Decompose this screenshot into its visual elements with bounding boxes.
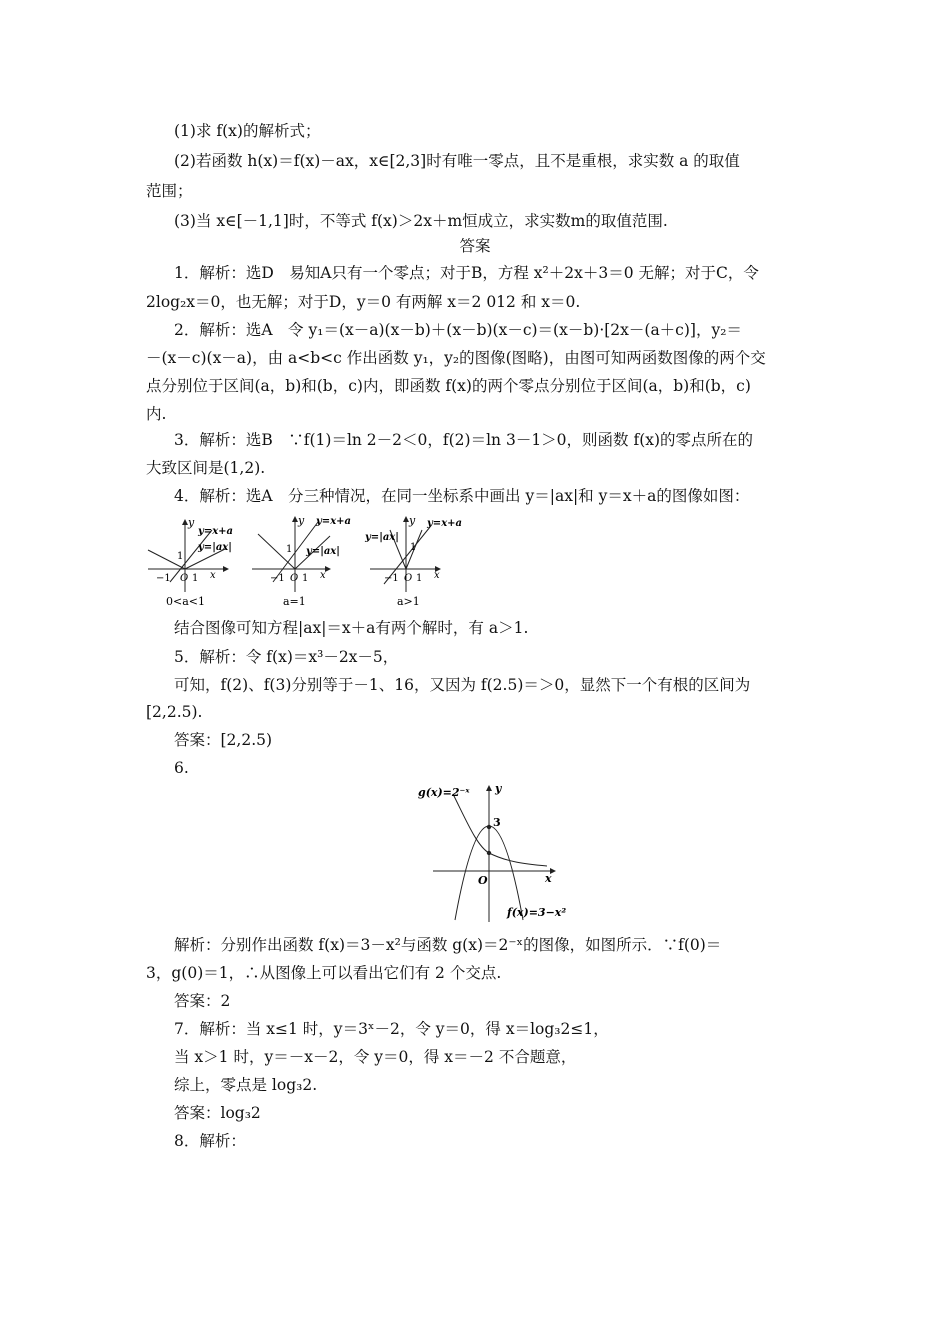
ans6-line2: 3，g(0)＝1，∴从图像上可以看出它们有 2 个交点. [146,964,502,982]
ans6-number: 6. [174,759,189,777]
fig6-o-label: O [478,874,488,887]
ans5-line1: 5．解析：令 f(x)＝x³－2x－5， [174,648,399,666]
fig4-p2-o: O [290,573,299,584]
fig4-p3-abs: y=|ax| [365,532,399,543]
question-1: (1)求 f(x)的解析式； [174,122,321,140]
fig4-p2-1: 1 [302,573,309,584]
fig6-g-label: g(x)=2⁻ˣ [418,786,470,799]
ans6-answer: 答案：2 [174,992,231,1010]
fig4-p2-m1: −1 [270,573,285,584]
figure-6 [415,780,575,925]
fig4-p3-x: x [434,570,440,581]
ans3-line2: 大致区间是(1,2). [146,459,266,477]
ans6-line1: 解析：分别作出函数 f(x)＝3－x²与函数 g(x)＝2⁻ˣ的图像，如图所示．∵f(0)＝ [174,936,722,954]
fig4-p2-one: 1 [286,544,293,555]
ans7-line3: 综上，零点是 log₃2. [174,1076,318,1094]
ans4-line2: 结合图像可知方程|ax|＝x＋a有两个解时，有 a＞1. [174,619,529,637]
ans4-line1: 4．解析：选A 分三种情况，在同一坐标系中画出 y＝|ax|和 y＝x＋a的图像如图： [174,487,750,505]
fig4-p1-line: y=x+a [198,526,234,537]
ans1-line1: 1．解析：选D 易知A只有一个零点；对于B，方程 x²＋2x＋3＝0 无解；对于C，令 [174,264,759,282]
question-3: (3)当 x∈[－1,1]时，不等式 f(x)＞2x＋m恒成立，求实数m的取值范围. [174,212,668,230]
ans7-line1: 7．解析：当 x≤1 时，y＝3ˣ－2，令 y＝0，得 x＝log₃2≤1， [174,1020,609,1038]
ans7-answer: 答案：log₃2 [174,1104,261,1122]
answer-heading: 答案 [459,237,491,255]
fig4-p2-abs: y=|ax| [306,546,340,557]
fig6-point-1 [487,851,491,855]
ans5-line3: [2,2.5). [146,703,203,721]
fig4-caption-1: 0<a<1 [166,595,205,608]
fig4-p1-y: y [188,516,195,529]
fig6-3-label: 3 [493,816,501,829]
fig4-p1-x: x [210,570,216,581]
fig4-caption-2: a=1 [283,595,306,608]
fig4-p1-one: 1 [177,551,184,562]
fig4-p3-y: y [409,514,416,527]
fig4-p2-x: x [320,570,326,581]
ans8-line1: 8．解析： [174,1132,246,1150]
ans3-line1: 3．解析：选B ∵f(1)＝ln 2－2＜0，f(2)＝ln 3－1＞0，则函数 f(x)的零点所在的 [174,431,754,449]
question-2-cont: 范围； [146,182,193,200]
fig4-p3-m1: −1 [384,573,399,584]
fig4-p2-y: y [298,514,305,527]
fig4-p3-line: y=x+a [427,518,463,529]
ans2-line3: 点分别位于区间(a，b)和(b，c)内，即函数 f(x)的两个零点分别位于区间(a，b)和(b，c) [146,377,751,395]
fig4-p1-abs: y=|ax| [198,542,232,553]
fig4-p3-o: O [404,573,413,584]
figure-4 [140,512,480,612]
ans5-line2: 可知，f(2)、f(3)分别等于－1、16，又因为 f(2.5)＝＞0，显然下一个有根的区间为 [174,676,751,694]
fig4-p3-one: 1 [410,542,417,553]
fig4-p1-m1: −1 [156,573,171,584]
ans5-answer: 答案：[2,2.5) [174,731,273,749]
ans7-line2: 当 x＞1 时，y＝－x－2，令 y＝0，得 x＝－2 不合题意， [174,1048,577,1066]
ans2-line4: 内. [146,405,167,423]
ans1-line2: 2log₂x＝0，也无解；对于D，y＝0 有两解 x＝2 012 和 x＝0. [146,293,581,311]
question-2: (2)若函数 h(x)＝f(x)－ax，x∈[2,3]时有唯一零点，且不是重根，求实数 a 的取值 [174,152,740,170]
fig4-p1-o: O [180,573,189,584]
fig4-caption-3: a>1 [397,595,420,608]
fig6-y-label: y [495,782,502,795]
ans2-line2: －(x－c)(x－a)，由 a<b<c 作出函数 y₁，y₂的图像(图略)，由图可知两函数图像的两个交 [146,349,766,367]
fig4-p2-line: y=x+a [316,516,352,527]
ans2-line1: 2．解析：选A 令 y₁＝(x－a)(x－b)＋(x－b)(x－c)＝(x－b)·[2x－(a＋c)]，y₂＝ [174,321,742,339]
fig6-point-3 [487,825,491,829]
fig4-p3-1: 1 [416,573,423,584]
fig6-x-label: x [545,872,552,885]
fig6-f-label: f(x)=3−x² [507,906,567,919]
fig6-exp-curve [453,794,547,866]
fig4-p1-1: 1 [192,573,199,584]
